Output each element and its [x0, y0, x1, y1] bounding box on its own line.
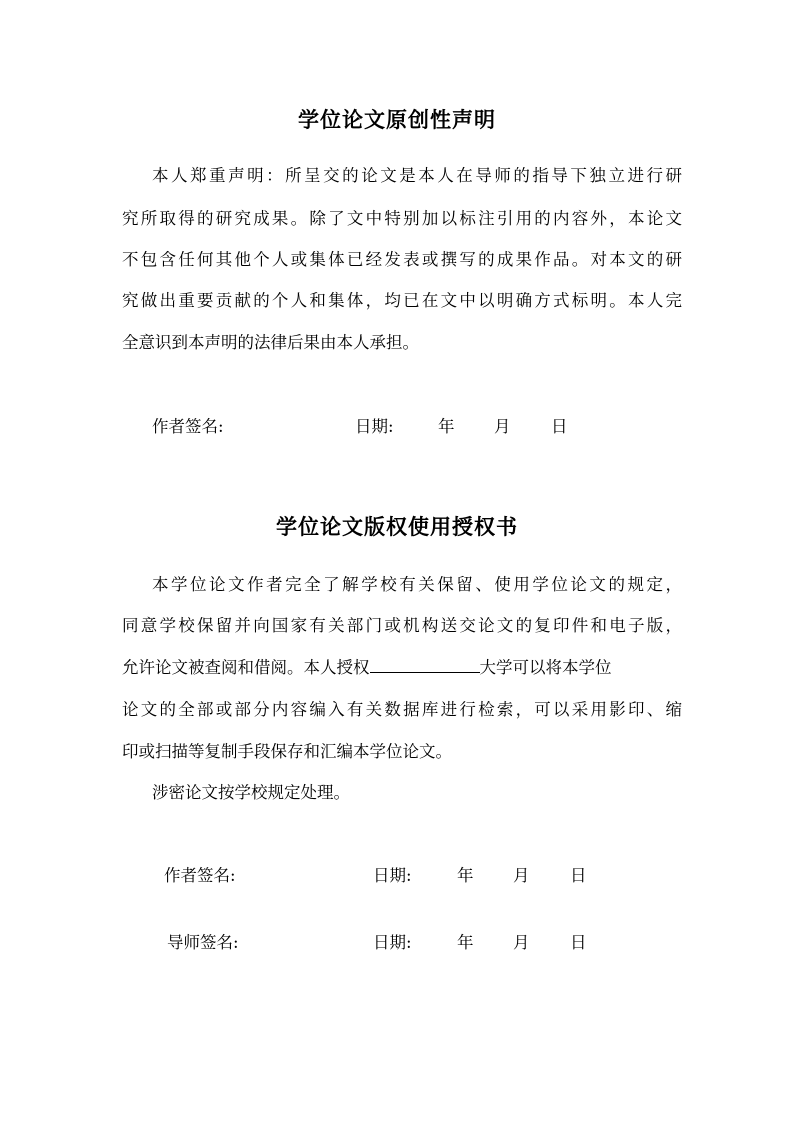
date-label: 日期:	[355, 417, 394, 436]
month-label: 月	[494, 417, 511, 436]
date-label: 日期:	[373, 933, 412, 952]
university-name-blank	[370, 658, 480, 673]
day-label: 日	[570, 866, 587, 885]
declaration-line: 究所取得的研究成果。除了文中特别加以标注引用的内容外，本论文	[122, 209, 682, 228]
authorization-text: 大学可以将本学位	[479, 658, 612, 677]
classified-note: 涉密论文按学校规定处理。	[152, 783, 350, 802]
declaration-line: 全意识到本声明的法律后果由本人承担。	[122, 333, 419, 352]
authorization-line: 印或扫描等复制手段保存和汇编本学位论文。	[122, 742, 452, 761]
declaration-line: 本人郑重声明：所呈交的论文是本人在导师的指导下独立进行研	[152, 166, 682, 185]
authorization-text: 允许论文被查阅和借阅。本人授权	[122, 658, 370, 677]
date-label: 日期:	[373, 866, 412, 885]
day-label: 日	[551, 417, 568, 436]
author-signature-label: 作者签名:	[152, 417, 224, 436]
declaration-line: 不包含任何其他个人或集体已经发表或撰写的成果作品。对本文的研	[122, 250, 682, 269]
year-label: 年	[438, 417, 455, 436]
authorization-line: 论文的全部或部分内容编入有关数据库进行检索，可以采用影印、缩	[122, 700, 682, 719]
day-label: 日	[570, 933, 587, 952]
year-label: 年	[457, 866, 474, 885]
year-label: 年	[457, 933, 474, 952]
authorization-title: 学位论文版权使用授权书	[276, 515, 518, 539]
month-label: 月	[513, 933, 530, 952]
month-label: 月	[513, 866, 530, 885]
authorization-line: 本学位论文作者完全了解学校有关保留、使用学位论文的规定，	[152, 575, 682, 594]
advisor-signature-label: 导师签名:	[167, 933, 239, 952]
authorization-line-with-blank	[122, 654, 682, 678]
authorization-line: 同意学校保留并向国家有关部门或机构送交论文的复印件和电子版，	[122, 616, 682, 635]
declaration-title: 学位论文原创性声明	[298, 108, 496, 132]
declaration-line: 究做出重要贡献的个人和集体，均已在文中以明确方式标明。本人完	[122, 291, 682, 310]
author-signature-label: 作者签名:	[164, 866, 236, 885]
